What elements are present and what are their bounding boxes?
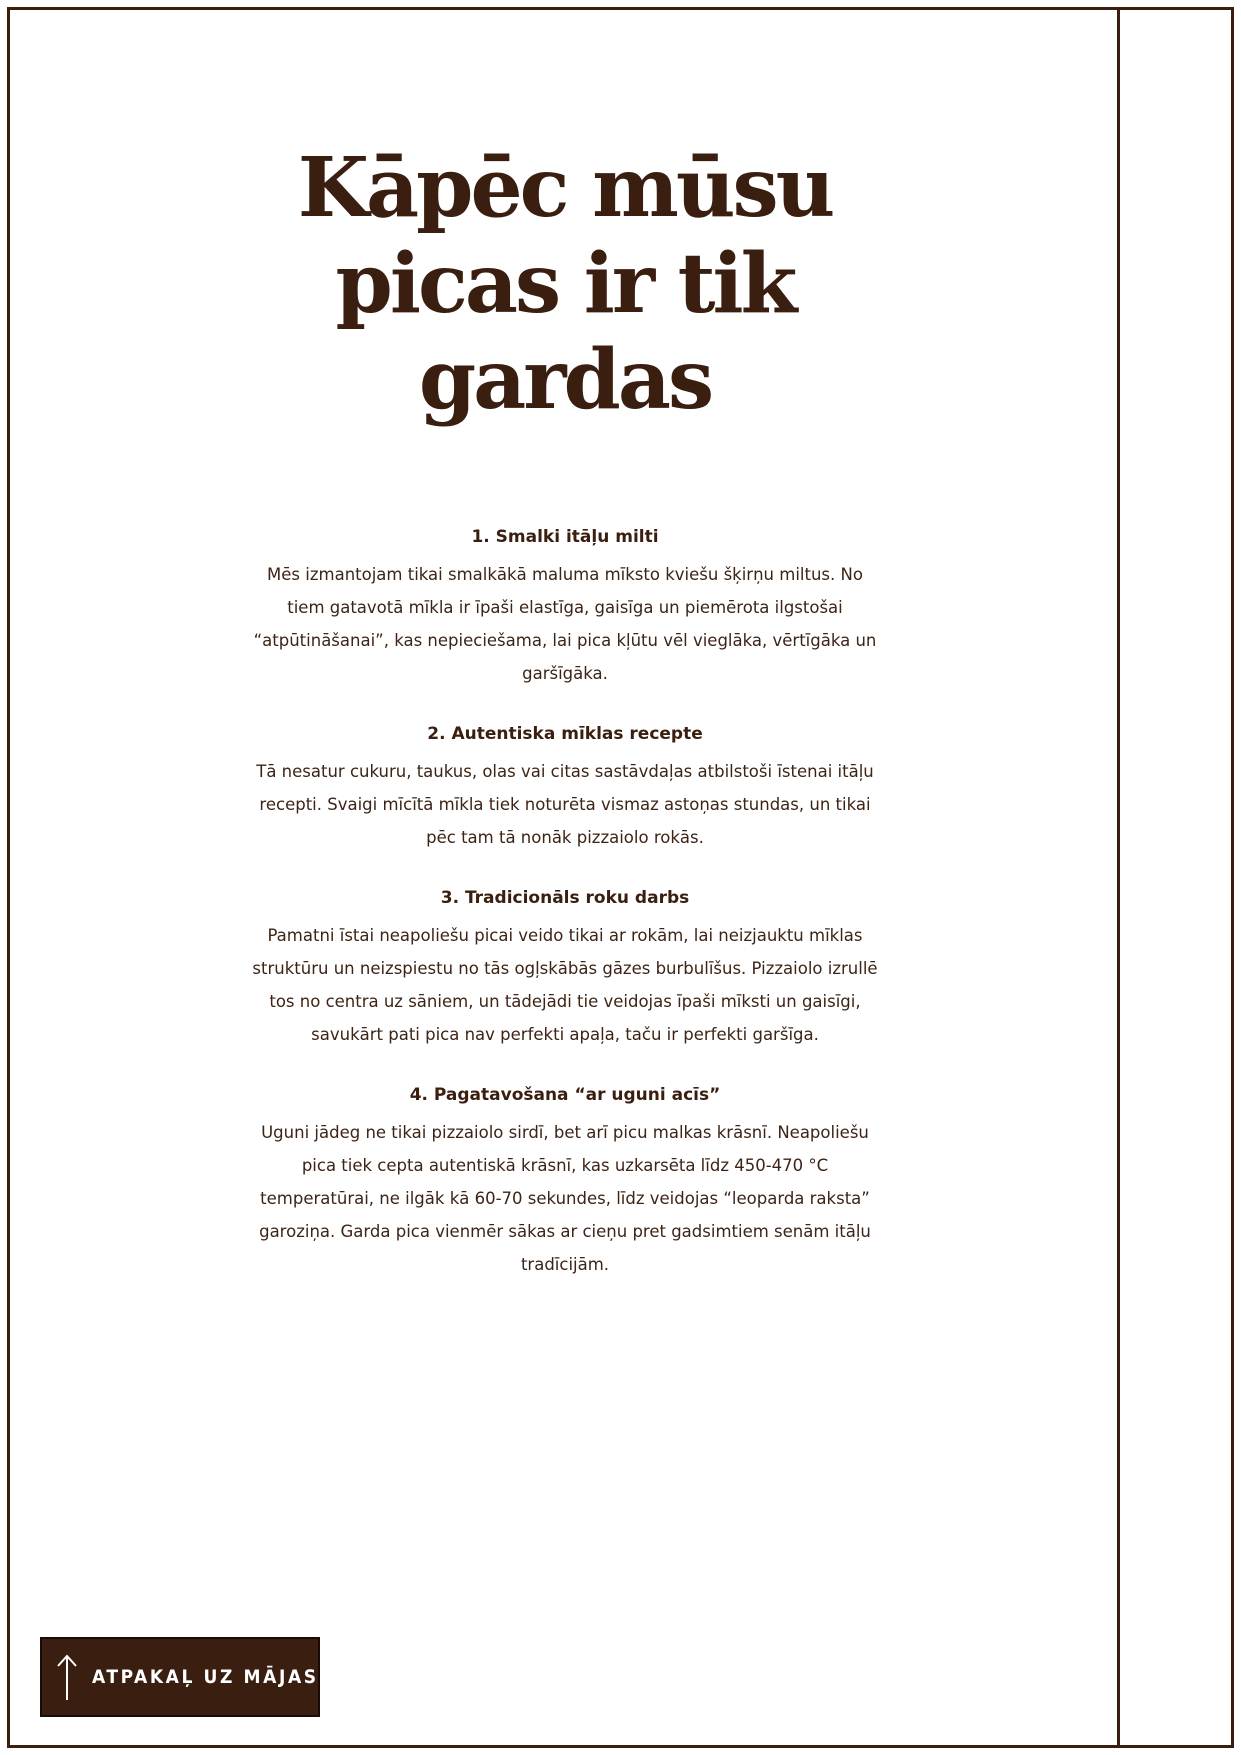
reason-item bbox=[250, 721, 880, 854]
reason-text: Mēs izmantojam tikai smalkākā maluma mīksto kviešu šķirņu miltus. No tiem gatavotā mīkla ir īpaši elastīga, gaisīga un piemērota ilgstošai “atpūtināšanai”, kas nepieciešama, lai pica kļūtu vēl vieglāka, vērtīgāka un garšīgāka. bbox=[253, 565, 877, 683]
title-line-1: Kāpēc mūsu bbox=[297, 140, 833, 236]
back-button-label: ATPAKAĻ UZ MĀJASLAPU bbox=[92, 1666, 380, 1688]
reason-item bbox=[250, 885, 880, 1051]
title-line-2: picas ir tik bbox=[335, 236, 795, 332]
reasons-list bbox=[250, 524, 880, 1312]
arrow-up-icon bbox=[56, 1652, 78, 1702]
reason-text: Pamatni īstai neapoliešu picai veido tikai ar rokām, lai neizjauktu mīklas struktūru un neizspiestu no tās ogļskābās gāzes burbulīšus. Pizzaiolo izrullē tos no centra uz sāniem, un tādejādi tie veidojas īpaši mīksti un gaisīgi, savukārt pati pica nav perfekti apaļa, taču ir perfekti garšīga. bbox=[252, 926, 878, 1044]
reason-heading: 4. Pagatavošana “ar uguni acīs” bbox=[409, 1085, 721, 1105]
title-line-3: gardas bbox=[418, 332, 712, 428]
back-to-homepage-button[interactable] bbox=[40, 1637, 380, 1717]
reason-item bbox=[250, 524, 880, 690]
reason-heading: 2. Autentiska mīklas recepte bbox=[427, 724, 703, 744]
reason-heading: 3. Tradicionāls roku darbs bbox=[440, 888, 690, 908]
side-divider bbox=[1117, 7, 1120, 1748]
page-title bbox=[260, 140, 870, 428]
reason-text: Uguni jādeg ne tikai pizzaiolo sirdī, bet arī picu malkas krāsnī. Neapoliešu pica tiek cepta autentiskā krāsnī, kas uzkarsēta līdz 450-470 °C temperatūrai, ne ilgāk kā 60-70 sekundes, līdz veidojas “leoparda raksta” garoziņa. Garda pica vienmēr sākas ar cieņu pret gadsimtiem senām itāļu tradīcijām. bbox=[259, 1123, 871, 1274]
reason-item bbox=[250, 1082, 880, 1281]
reason-text: Tā nesatur cukuru, taukus, olas vai citas sastāvdaļas atbilstoši īstenai itāļu recepti. Svaigi mīcītā mīkla tiek noturēta vismaz astoņas stundas, un tikai pēc tam tā nonāk pizzaiolo rokās. bbox=[256, 762, 874, 847]
reason-heading: 1. Smalki itāļu milti bbox=[471, 527, 659, 547]
